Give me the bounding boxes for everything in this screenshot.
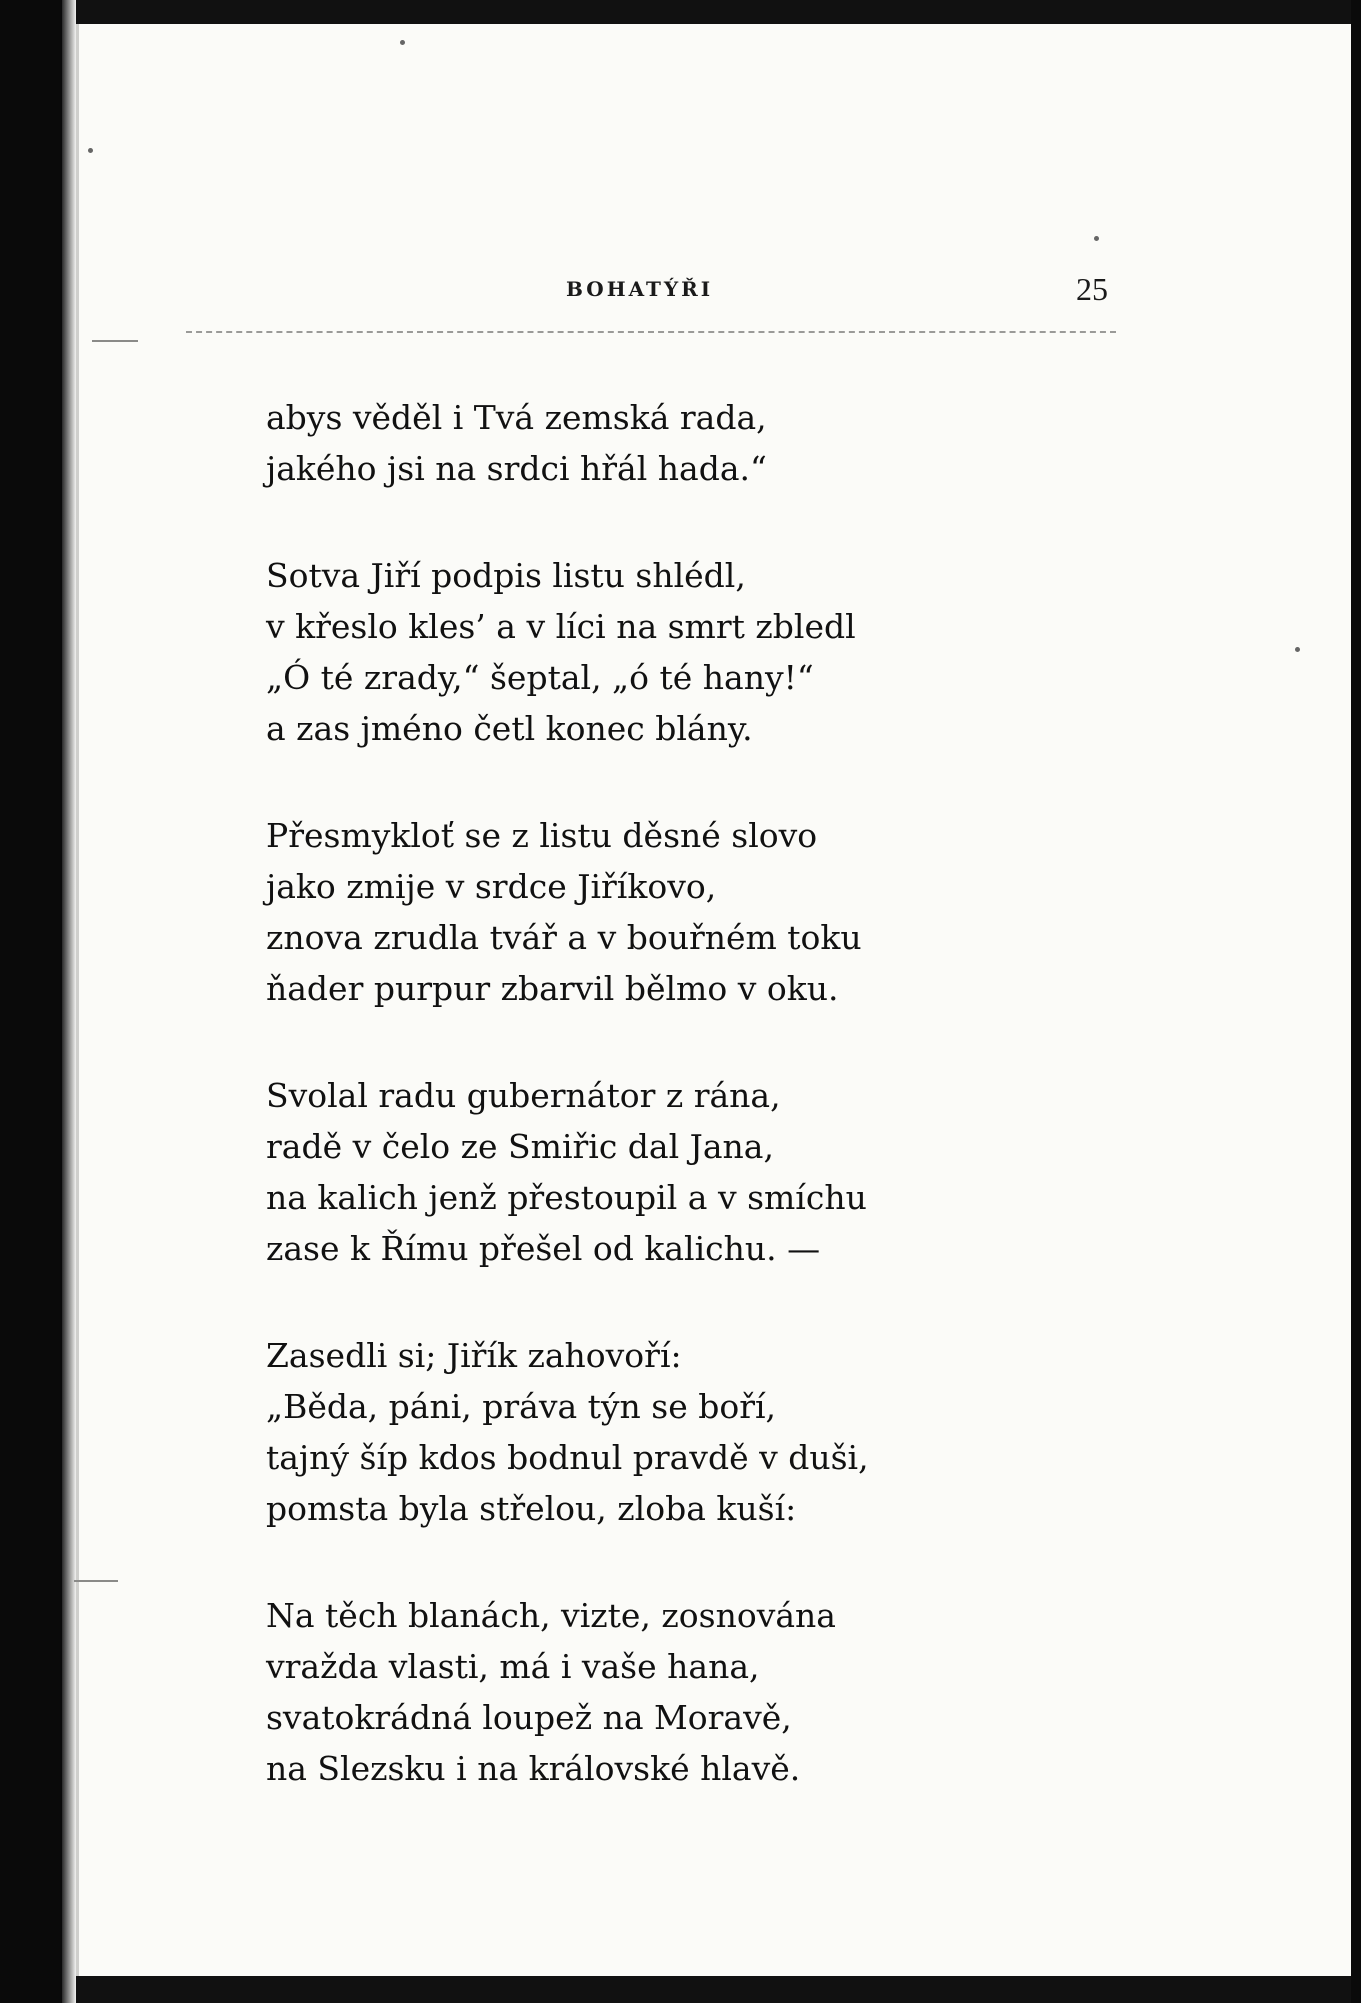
stanza — [266, 1070, 1286, 1274]
stanza — [266, 550, 1286, 754]
verse-line: Na těch blanách, vizte, zosnována — [266, 1596, 836, 1635]
verse-line: Sotva Jiří podpis listu shlédl, — [266, 556, 746, 595]
verse-line: ňader purpur zbarvil bělmo v oku. — [266, 969, 839, 1008]
verse-line: Zasedli si; Jiřík zahovoří: — [266, 1336, 682, 1375]
header-rule — [186, 331, 1116, 333]
verse-line: zase k Římu přešel od kalichu. — — [266, 1229, 821, 1268]
verse-line: pomsta byla střelou, zloba kuší: — [266, 1489, 797, 1528]
stanza — [266, 1590, 1286, 1794]
verse-line: „Běda, páni, práva týn se boří, — [266, 1387, 777, 1426]
verse-line: svatokrádná loupež na Moravě, — [266, 1698, 792, 1737]
verse-line: v křeslo kles’ a v líci na smrt zbledl — [266, 607, 856, 646]
verse-line: radě v čelo ze Smiřic dal Jana, — [266, 1127, 774, 1166]
verse-line: tajný šíp kdos bodnul pravdě v duši, — [266, 1438, 869, 1477]
verse-line: Přesmykloť se z listu děsné slovo — [266, 816, 818, 855]
verse-line: vražda vlasti, má i vaše hana, — [266, 1647, 760, 1686]
verse-line: na Slezsku i na královské hlavě. — [266, 1749, 801, 1788]
running-title: BOHATÝŘI — [566, 277, 714, 301]
verse-line: Svolal radu gubernátor z rána, — [266, 1076, 781, 1115]
page-number: 25 — [1076, 271, 1108, 307]
verse-line: na kalich jenž přestoupil a v smíchu — [266, 1178, 867, 1217]
margin-tick-mark — [74, 1580, 118, 1582]
verse-line: „Ó té zrady,“ šeptal, „ó té hany!“ — [266, 658, 814, 697]
paper-speck — [400, 40, 405, 45]
paper-speck — [88, 148, 93, 153]
verse-line: a zas jméno četl konec blány. — [266, 709, 753, 748]
verse-line: jako zmije v srdce Jiříkovo, — [266, 867, 717, 906]
paper-speck — [1295, 647, 1300, 652]
page-binding-edge — [76, 24, 79, 1976]
margin-tick-mark — [92, 340, 138, 342]
verse-line: znova zrudla tvář a v bouřném toku — [266, 918, 862, 957]
poem-body — [266, 392, 1286, 1850]
stanza — [266, 810, 1286, 1014]
stanza — [266, 392, 1286, 494]
page-header — [0, 271, 1361, 315]
verse-line: abys věděl i Tvá zemská rada, — [266, 398, 767, 437]
paper-speck — [1094, 236, 1099, 241]
stanza — [266, 1330, 1286, 1534]
verse-line: jakého jsi na srdci hřál hada.“ — [266, 449, 767, 488]
